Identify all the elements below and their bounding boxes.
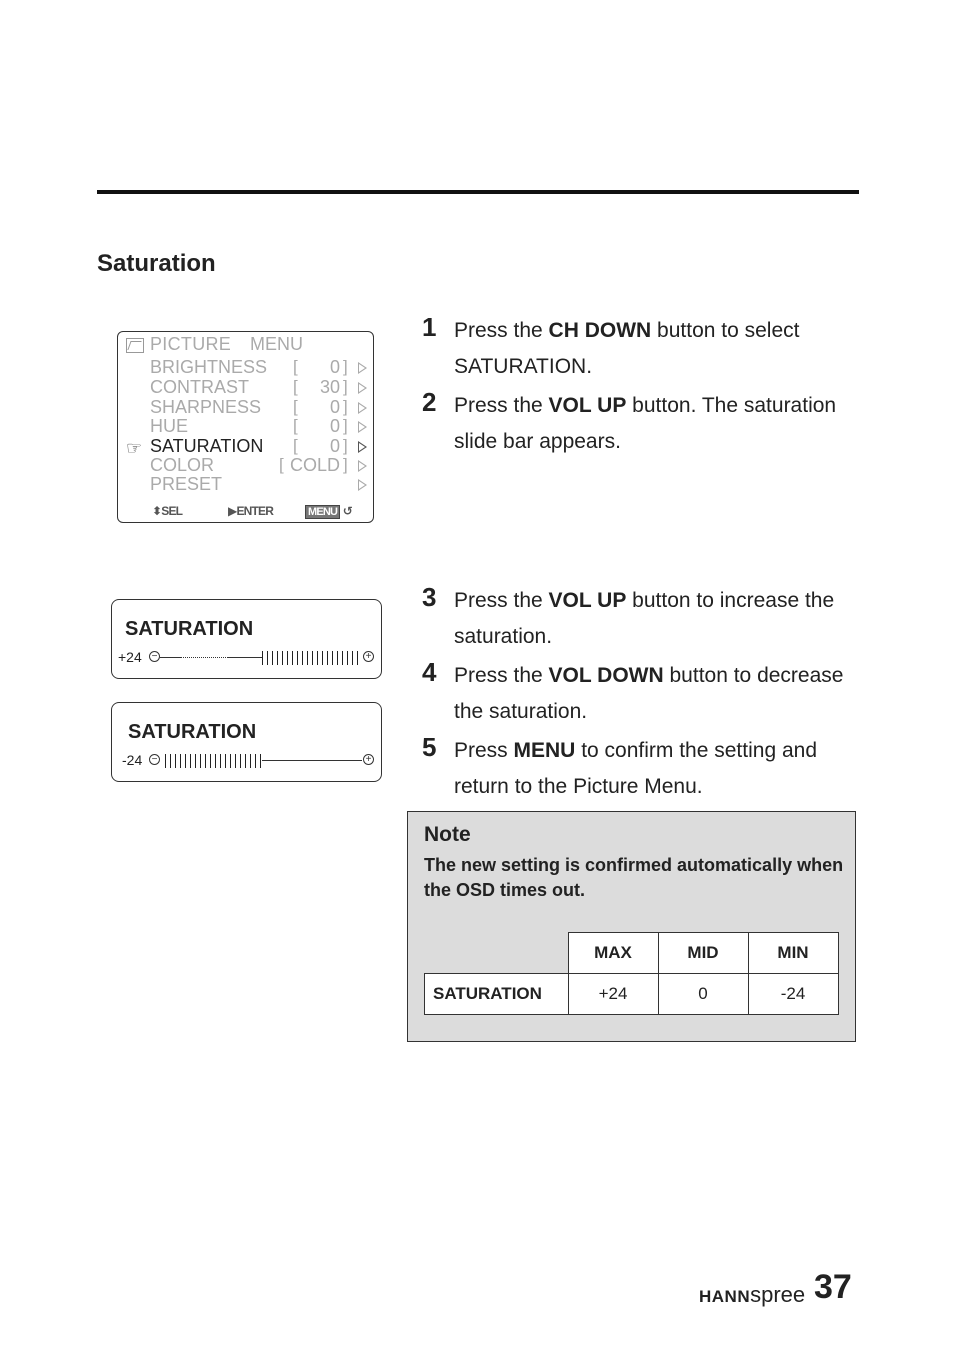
step-number: 1	[422, 312, 437, 342]
pointing-hand-icon: ☞	[126, 438, 143, 458]
step-number: 5	[422, 732, 437, 762]
picture-icon	[126, 338, 144, 353]
brand-light: spree	[750, 1282, 806, 1307]
slider-track	[160, 651, 362, 665]
osd-footer-sel: ⬍SEL	[152, 504, 183, 518]
step-text	[454, 733, 864, 805]
osd-row-contrast	[150, 377, 370, 397]
osd-row-label: CONTRAST	[150, 377, 249, 397]
arrow-right-icon	[358, 382, 367, 394]
osd-row-value: 0	[329, 397, 340, 417]
osd-row-label: PRESET	[150, 474, 223, 494]
arrow-right-icon	[358, 402, 367, 414]
osd-row-preset	[150, 474, 370, 494]
note-text: The new setting is confirmed automatically when the OSD times out.	[424, 855, 844, 900]
arrow-right-icon	[358, 441, 367, 453]
bracket-left: [	[293, 357, 298, 376]
osd-row-value: 30	[319, 377, 340, 397]
slider-value: +24	[118, 649, 142, 665]
table-blank-cell	[425, 933, 569, 974]
osd-row-label: SHARPNESS	[150, 397, 262, 417]
track-line-dotted	[180, 657, 228, 658]
step-post: button. The saturation slide bar appears.	[454, 394, 837, 453]
table-row-label: SATURATION	[425, 974, 569, 1015]
table-row	[425, 974, 839, 1015]
osd-menu-title: PICTURE	[150, 334, 232, 354]
step-post: to confirm the setting and return to the Picture Menu.	[454, 739, 817, 798]
step-pre: Press the	[454, 589, 549, 612]
saturation-slider-max	[111, 599, 382, 679]
section-title: Saturation	[97, 250, 216, 277]
osd-footer-enter: ▶ENTER	[228, 504, 274, 518]
bracket-right: ]	[343, 416, 348, 435]
step-number: 2	[422, 387, 437, 417]
bracket-left: [	[293, 377, 298, 396]
step-key: CH DOWN	[548, 319, 652, 342]
table-header-cell: MID	[658, 933, 748, 974]
enter-label: ENTER	[236, 504, 274, 518]
step-key: MENU	[513, 739, 576, 762]
track-line	[228, 657, 262, 658]
osd-row-value: 0	[329, 416, 340, 436]
osd-row-label: COLOR	[150, 455, 215, 475]
step-pre: Press the	[454, 394, 549, 417]
table-cell: 0	[658, 974, 748, 1015]
track-line	[262, 760, 362, 761]
osd-row-sharpness	[150, 397, 370, 417]
step-text	[454, 388, 864, 460]
slider-fill-ticks	[262, 651, 362, 665]
table-header-cell: MIN	[748, 933, 838, 974]
bracket-right: ]	[343, 397, 348, 416]
menu-label: MENU	[305, 505, 340, 519]
step-text	[454, 583, 864, 655]
osd-row-color	[150, 455, 370, 475]
osd-row-brightness	[150, 357, 370, 377]
bracket-right: ]	[343, 436, 348, 455]
step-key: VOL UP	[548, 394, 627, 417]
step-pre: Press	[454, 739, 514, 762]
slider-fill-ticks	[165, 754, 262, 768]
step-text	[454, 658, 864, 730]
brand-bold: HANN	[699, 1287, 751, 1306]
step-post: button to increase the saturation.	[454, 589, 835, 648]
step-number: 4	[422, 657, 437, 687]
top-rule	[97, 190, 859, 194]
step-post: button to decrease the saturation.	[454, 664, 844, 723]
step-number: 3	[422, 582, 437, 612]
osd-menu-title-menu: MENU	[250, 334, 303, 354]
bracket-right: ]	[343, 357, 348, 376]
table-header-row	[425, 933, 839, 974]
step-key: VOL DOWN	[548, 664, 664, 687]
saturation-range-table	[424, 932, 839, 1015]
osd-picture-menu	[117, 331, 374, 523]
minus-icon: −	[149, 651, 160, 662]
step-pre: Press the	[454, 664, 549, 687]
bracket-left: [	[279, 455, 284, 474]
sel-label: SEL	[161, 504, 183, 518]
step-pre: Press the	[454, 319, 549, 342]
minus-icon: −	[149, 754, 160, 765]
osd-row-value: COLD	[289, 455, 340, 475]
osd-row-label: HUE	[150, 416, 189, 436]
osd-row-label: BRIGHTNESS	[150, 357, 268, 377]
return-icon: ↺	[342, 504, 353, 518]
saturation-slider-min	[111, 702, 382, 782]
osd-row-hue	[150, 416, 370, 436]
plus-icon: +	[363, 651, 374, 662]
table-cell: -24	[748, 974, 838, 1015]
table-header-cell: MAX	[568, 933, 658, 974]
brand-logo	[699, 1282, 805, 1308]
track-line	[160, 657, 180, 658]
step-key: VOL UP	[548, 589, 627, 612]
bracket-left: [	[293, 436, 298, 455]
slider-value: -24	[122, 752, 143, 768]
bracket-left: [	[293, 416, 298, 435]
page-number: 37	[814, 1268, 852, 1306]
note-box	[407, 811, 856, 1042]
arrow-right-icon	[358, 362, 367, 374]
bracket-left: [	[293, 397, 298, 416]
step-post: button to select SATURATION.	[454, 319, 800, 378]
osd-row-value: 0	[329, 436, 340, 456]
osd-row-value: 0	[329, 357, 340, 377]
slider-title: SATURATION	[128, 721, 257, 743]
note-title: Note	[424, 823, 471, 846]
bracket-right: ]	[343, 455, 348, 474]
bracket-right: ]	[343, 377, 348, 396]
osd-row-saturation	[150, 436, 370, 456]
osd-footer-menu	[305, 504, 352, 518]
slider-title: SATURATION	[125, 618, 254, 640]
arrow-right-icon	[358, 479, 367, 491]
plus-icon: +	[363, 754, 374, 765]
slider-track	[165, 754, 362, 768]
arrow-right-icon	[358, 421, 367, 433]
step-text	[454, 313, 864, 385]
arrow-right-icon	[358, 460, 367, 472]
osd-row-label: SATURATION	[150, 436, 264, 456]
table-cell: +24	[568, 974, 658, 1015]
